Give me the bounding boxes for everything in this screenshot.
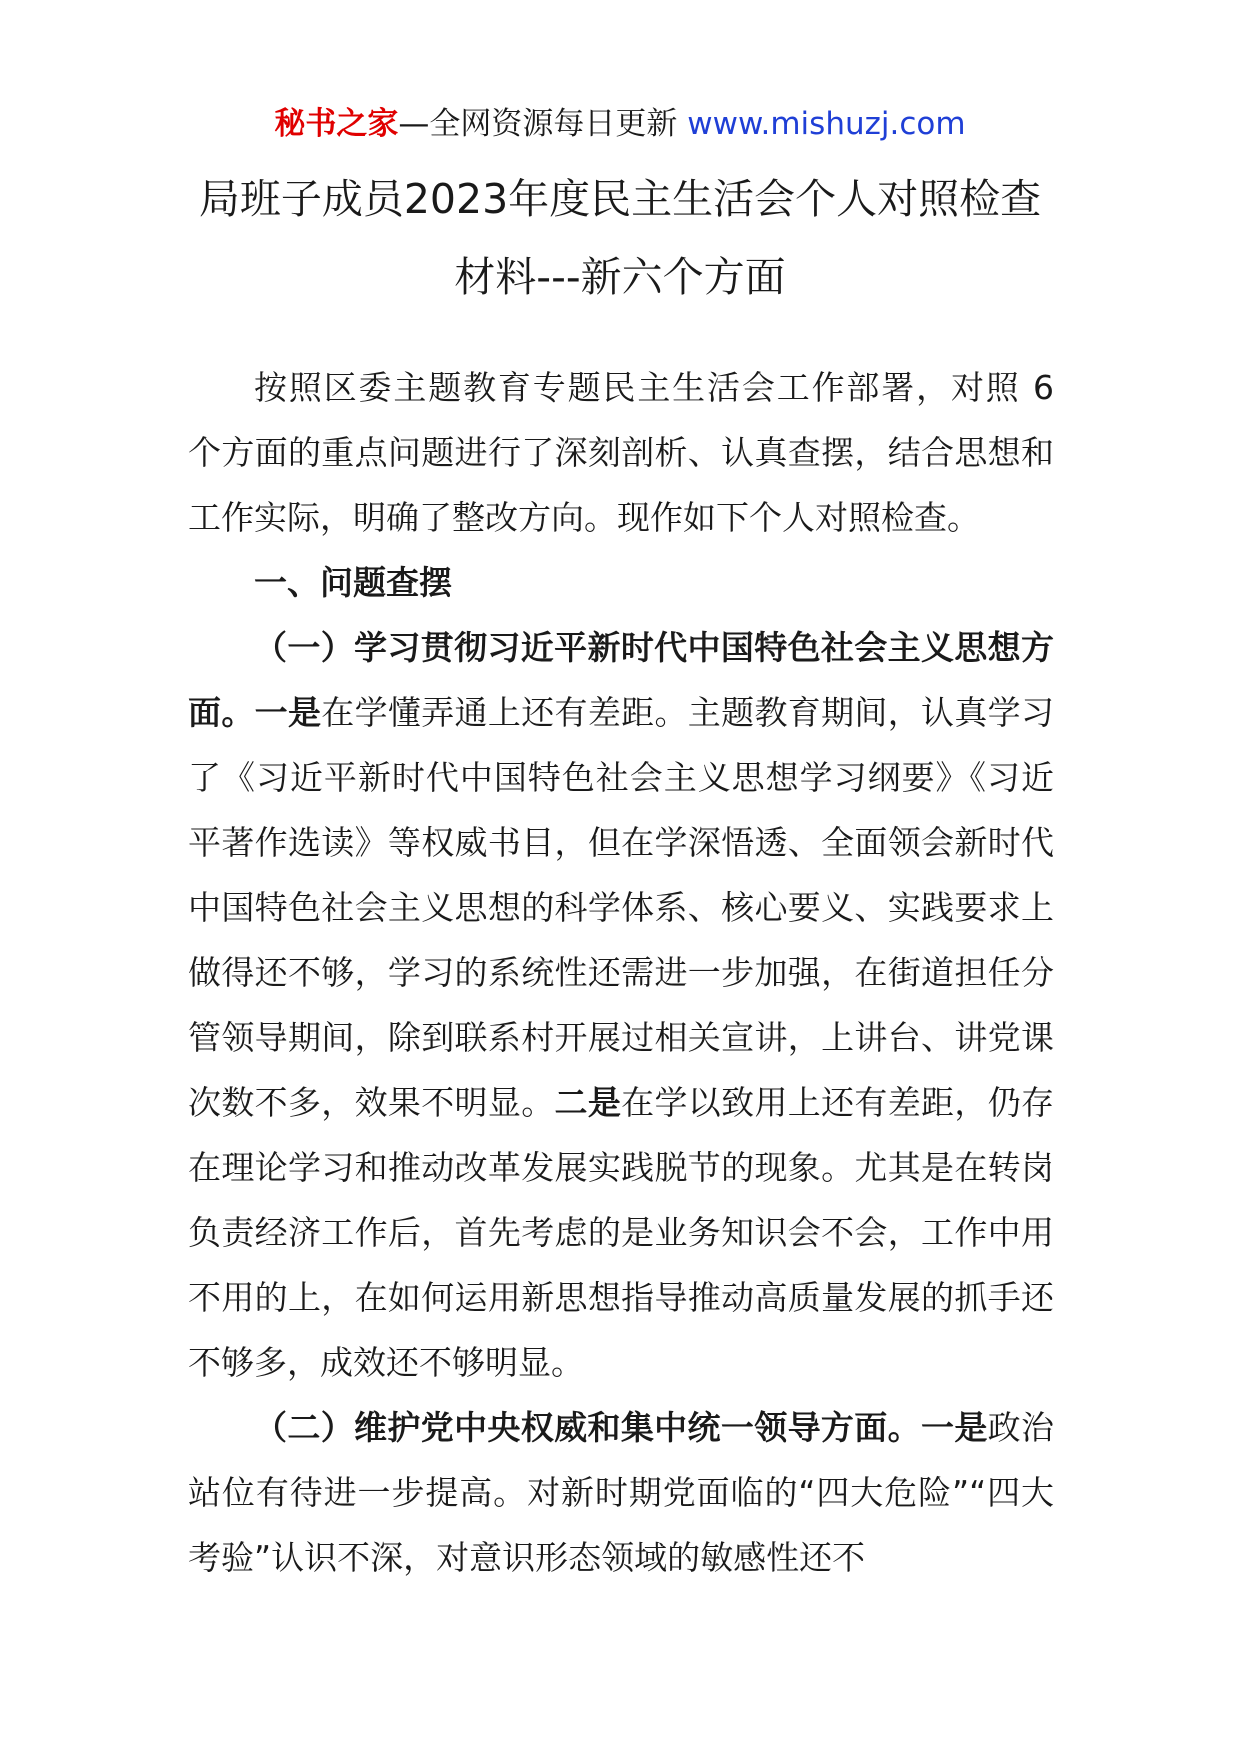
subsection-2-heading: （二）维护党中央权威和集中统一领导方面。 [254,1408,921,1447]
site-header [0,104,1240,144]
intro-paragraph: 按照区委主题教育专题民主生活会工作部署，对照 6 个方面的重点问题进行了深刻剖析、认真查摆，结合思想和工作实际，明确了整改方向。现作如下个人对照检查。 [188,368,1054,537]
subsection-1-paragraph [188,615,1054,1395]
document-title [150,160,1090,316]
point-2-lead: 二是 [554,1083,622,1122]
site-name: 秘书之家 [274,106,399,142]
point-1-text: 在学懂弄通上还有差距。主题教育期间，认真学习了《习近平新时代中国特色社会主义思想学习纲要》《习近平著作选读》等权威书目，但在学深悟透、全面领会新时代中国特色社会主义思想的科学体系、核心要义、实践要求上做得还不够，学习的系统性还需进一步加强，在街道担任分管领导期间，除到联系村开展过相关宣讲，上讲台、讲党课次数不多，效果不明显。 [188,693,1055,1122]
subsection-1-heading: （一）学习贯彻习近平新时代中国特色社会主义思想方面。 [188,628,1054,732]
site-tagline: —全网资源每日更新 [398,106,678,142]
section-heading-1: 一、问题查摆 [254,563,452,602]
sub2-point-1-text: 政治站位有待进一步提高。对新时期党面临的“四大危险”“四大考验”认识不深，对意识形态领域的敏感性还不 [188,1408,1055,1577]
subsection-2-paragraph [188,1395,1054,1590]
point-2-text: 在学以致用上还有差距，仍存在理论学习和推动改革发展实践脱节的现象。尤其是在转岗负责经济工作后，首先考虑的是业务知识会不会，工作中用不用的上，在如何运用新思想指导推动高质量发展的抓手还不够多，成效还不够明显。 [188,1083,1055,1382]
document-body [188,355,1054,1590]
title-line-1: 局班子成员2023年度民主生活会个人对照检查 [198,175,1042,223]
point-1-lead: 一是 [254,693,322,732]
sub2-point-1-lead: 一是 [920,1408,988,1447]
title-line-2: 材料---新六个方面 [454,253,786,301]
site-url-link[interactable]: www.mishuzj.com [687,106,966,142]
